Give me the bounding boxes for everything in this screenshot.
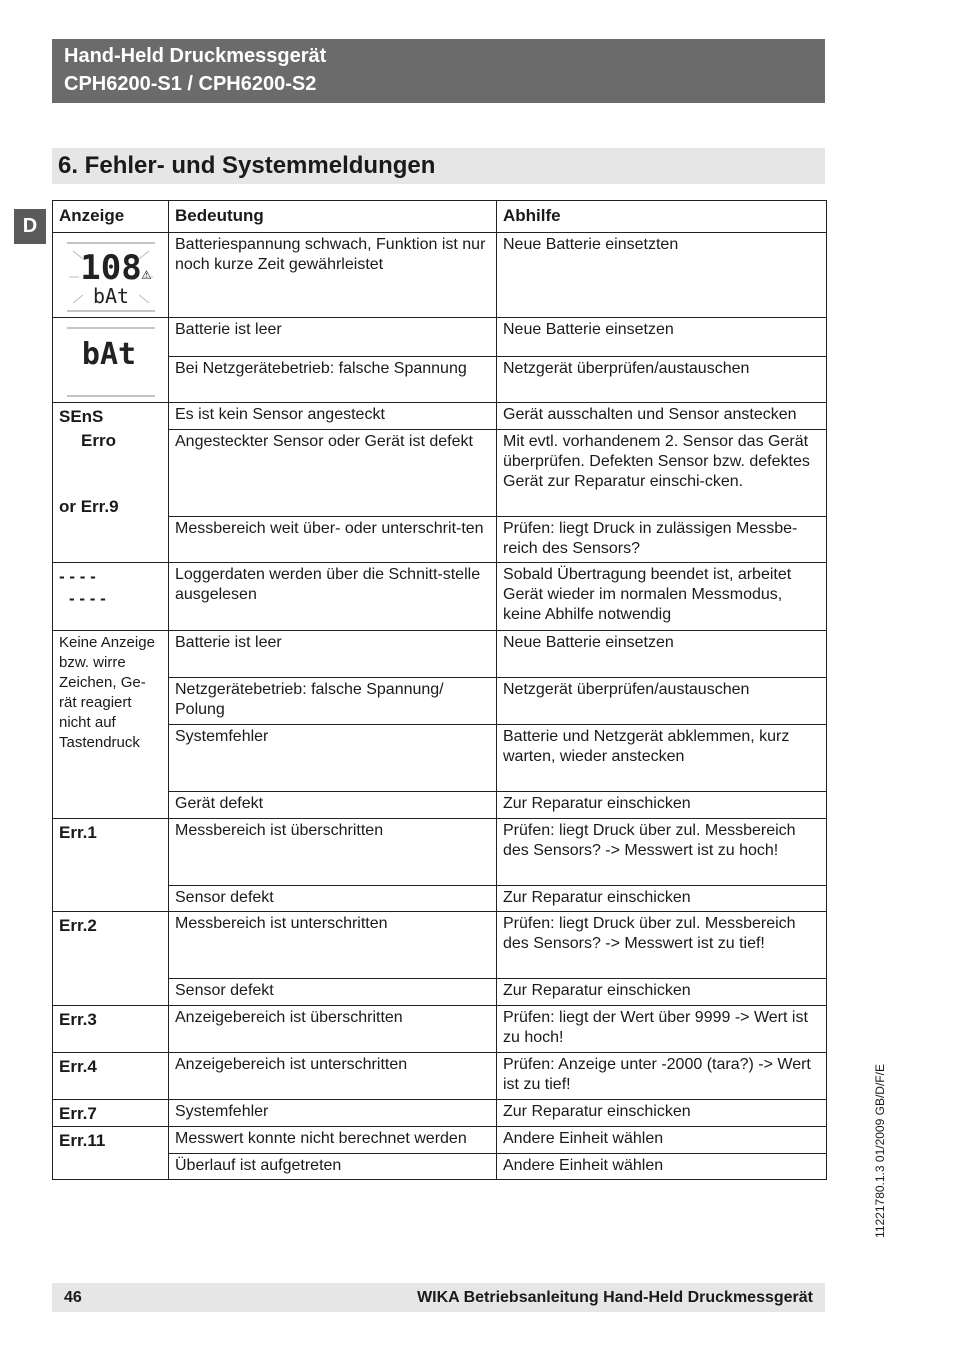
table-row xyxy=(53,886,827,912)
table-row xyxy=(53,792,827,819)
anzeige-dashes-line1: - - - - xyxy=(59,567,96,586)
cell-abhilfe: Zur Reparatur einschicken xyxy=(497,1100,827,1127)
table-row xyxy=(53,1100,827,1127)
cell-bedeutung: Systemfehler xyxy=(169,725,497,792)
cell-bedeutung: Batteriespannung schwach, Funktion ist nur noch kurze Zeit gewährleistet xyxy=(169,233,497,318)
table-row xyxy=(53,1053,827,1100)
cell-abhilfe: Netzgerät überprüfen/austauschen xyxy=(497,356,827,402)
document-code-text: 11221780.1.3 01/2009 GB/D/F/E xyxy=(873,1064,887,1238)
col-header-bedeutung: Bedeutung xyxy=(169,201,497,233)
lcd-battery-empty-icon xyxy=(65,326,157,398)
cell-abhilfe: Prüfen: Anzeige unter -2000 (tara?) -> Wert ist zu tief! xyxy=(497,1053,827,1100)
cell-abhilfe: Zur Reparatur einschicken xyxy=(497,886,827,912)
cell-bedeutung: Anzeigebereich ist unterschritten xyxy=(169,1053,497,1100)
table-row xyxy=(53,631,827,678)
cell-abhilfe: Sobald Übertragung beendet ist, arbeitet Gerät wieder im normalen Messmodus, keine Abhilfe notwendig xyxy=(497,563,827,631)
lcd-display-battery-empty xyxy=(53,318,169,403)
anzeige-dashes xyxy=(53,563,169,631)
cell-abhilfe: Netzgerät überprüfen/austauschen xyxy=(497,678,827,725)
table-row xyxy=(53,1127,827,1154)
cell-abhilfe: Prüfen: liegt Druck über zul. Messbereich des Sensors? -> Messwert ist zu tief! xyxy=(497,912,827,979)
footer-title: WIKA Betriebsanleitung Hand-Held Druckmessgerät xyxy=(417,1289,813,1306)
cell-abhilfe: Neue Batterie einsetzten xyxy=(497,233,827,318)
table-row xyxy=(53,678,827,725)
cell-bedeutung: Anzeigebereich ist überschritten xyxy=(169,1006,497,1053)
lcd1-top-text: 108 xyxy=(79,248,142,288)
error-messages-table xyxy=(52,200,827,1180)
col-header-anzeige: Anzeige xyxy=(53,201,169,233)
table-row xyxy=(53,912,827,979)
cell-bedeutung: Es ist kein Sensor angesteckt xyxy=(169,403,497,430)
table-row xyxy=(53,517,827,563)
table-row xyxy=(53,430,827,517)
header-title-line2: CPH6200-S1 / CPH6200-S2 xyxy=(64,73,317,95)
cell-abhilfe: Prüfen: liegt Druck über zul. Messbereich des Sensors? -> Messwert ist zu hoch! xyxy=(497,819,827,886)
table-row xyxy=(53,1154,827,1180)
cell-bedeutung: Messbereich ist unterschritten xyxy=(169,912,497,979)
cell-bedeutung: Messbereich ist überschritten xyxy=(169,819,497,886)
cell-bedeutung: Bei Netzgerätebetrieb: falsche Spannung xyxy=(169,356,497,402)
anzeige-dashes-line2: - - - - xyxy=(69,589,106,608)
table-row xyxy=(53,233,827,318)
cell-abhilfe: Zur Reparatur einschicken xyxy=(497,792,827,819)
cell-abhilfe: Andere Einheit wählen xyxy=(497,1154,827,1180)
table-row xyxy=(53,356,827,402)
table-row xyxy=(53,979,827,1006)
cell-abhilfe: Zur Reparatur einschicken xyxy=(497,979,827,1006)
document-header xyxy=(52,39,825,103)
cell-bedeutung: Systemfehler xyxy=(169,1100,497,1127)
language-tab: D xyxy=(14,209,46,244)
cell-bedeutung: Batterie ist leer xyxy=(169,318,497,357)
table-header-row xyxy=(53,201,827,233)
anzeige-err7: Err.7 xyxy=(53,1100,169,1127)
anzeige-sens-line3: or Err.9 xyxy=(59,497,119,516)
cell-bedeutung: Sensor defekt xyxy=(169,979,497,1006)
cell-bedeutung: Überlauf ist aufgetreten xyxy=(169,1154,497,1180)
cell-abhilfe: Andere Einheit wählen xyxy=(497,1127,827,1154)
cell-abhilfe: Neue Batterie einsetzen xyxy=(497,318,827,357)
cell-bedeutung: Messwert konnte nicht berechnet werden xyxy=(169,1127,497,1154)
cell-bedeutung: Messbereich weit über- oder unterschrit-ten xyxy=(169,517,497,563)
cell-abhilfe: Neue Batterie einsetzen xyxy=(497,631,827,678)
table-row xyxy=(53,403,827,430)
cell-abhilfe: Prüfen: liegt Druck in zulässigen Messbe-reich des Sensors? xyxy=(497,517,827,563)
anzeige-sens-line1: SEnS xyxy=(59,407,104,426)
anzeige-keine: Keine Anzeige bzw. wirre Zeichen, Ge-rät reagiert nicht auf Tastendruck xyxy=(53,631,169,819)
cell-bedeutung: Angesteckter Sensor oder Gerät ist defekt xyxy=(169,430,497,517)
table-row xyxy=(53,1006,827,1053)
section-title: 6. Fehler- und Systemmeldungen xyxy=(52,148,825,184)
document-code xyxy=(872,1048,888,1254)
col-header-abhilfe: Abhilfe xyxy=(497,201,827,233)
anzeige-err11: Err.11 xyxy=(53,1127,169,1180)
anzeige-err3: Err.3 xyxy=(53,1006,169,1053)
cell-bedeutung: Batterie ist leer xyxy=(169,631,497,678)
page-number: 46 xyxy=(64,1289,82,1306)
table-row xyxy=(53,563,827,631)
cell-abhilfe: Mit evtl. vorhandenem 2. Sensor das Gerät überprüfen. Defekten Sensor bzw. defektes Gerät zur Reparatur einschi-cken. xyxy=(497,430,827,517)
cell-bedeutung: Loggerdaten werden über die Schnitt-stelle ausgelesen xyxy=(169,563,497,631)
warning-icon: ⚠ xyxy=(140,268,152,282)
cell-bedeutung: Sensor defekt xyxy=(169,886,497,912)
lcd1-bottom-text: bAt xyxy=(92,284,129,308)
page-footer xyxy=(52,1283,825,1312)
table-row xyxy=(53,725,827,792)
cell-bedeutung: Netzgerätebetrieb: falsche Spannung/ Polung xyxy=(169,678,497,725)
lcd-display-battery-low xyxy=(53,233,169,318)
cell-abhilfe: Prüfen: liegt der Wert über 9999 -> Wert ist zu hoch! xyxy=(497,1006,827,1053)
anzeige-sens xyxy=(53,403,169,563)
cell-bedeutung: Gerät defekt xyxy=(169,792,497,819)
lcd-battery-low-icon xyxy=(65,241,157,313)
cell-abhilfe: Batterie und Netzgerät abklemmen, kurz warten, wieder anstecken xyxy=(497,725,827,792)
anzeige-err1: Err.1 xyxy=(53,819,169,912)
table-row xyxy=(53,318,827,357)
anzeige-err2: Err.2 xyxy=(53,912,169,1006)
anzeige-sens-line2: Erro xyxy=(81,431,116,450)
table-row xyxy=(53,819,827,886)
cell-abhilfe: Gerät ausschalten und Sensor anstecken xyxy=(497,403,827,430)
anzeige-err4: Err.4 xyxy=(53,1053,169,1100)
header-title-line1: Hand-Held Druckmessgerät xyxy=(64,45,327,67)
lcd2-text: bAt xyxy=(81,337,136,372)
